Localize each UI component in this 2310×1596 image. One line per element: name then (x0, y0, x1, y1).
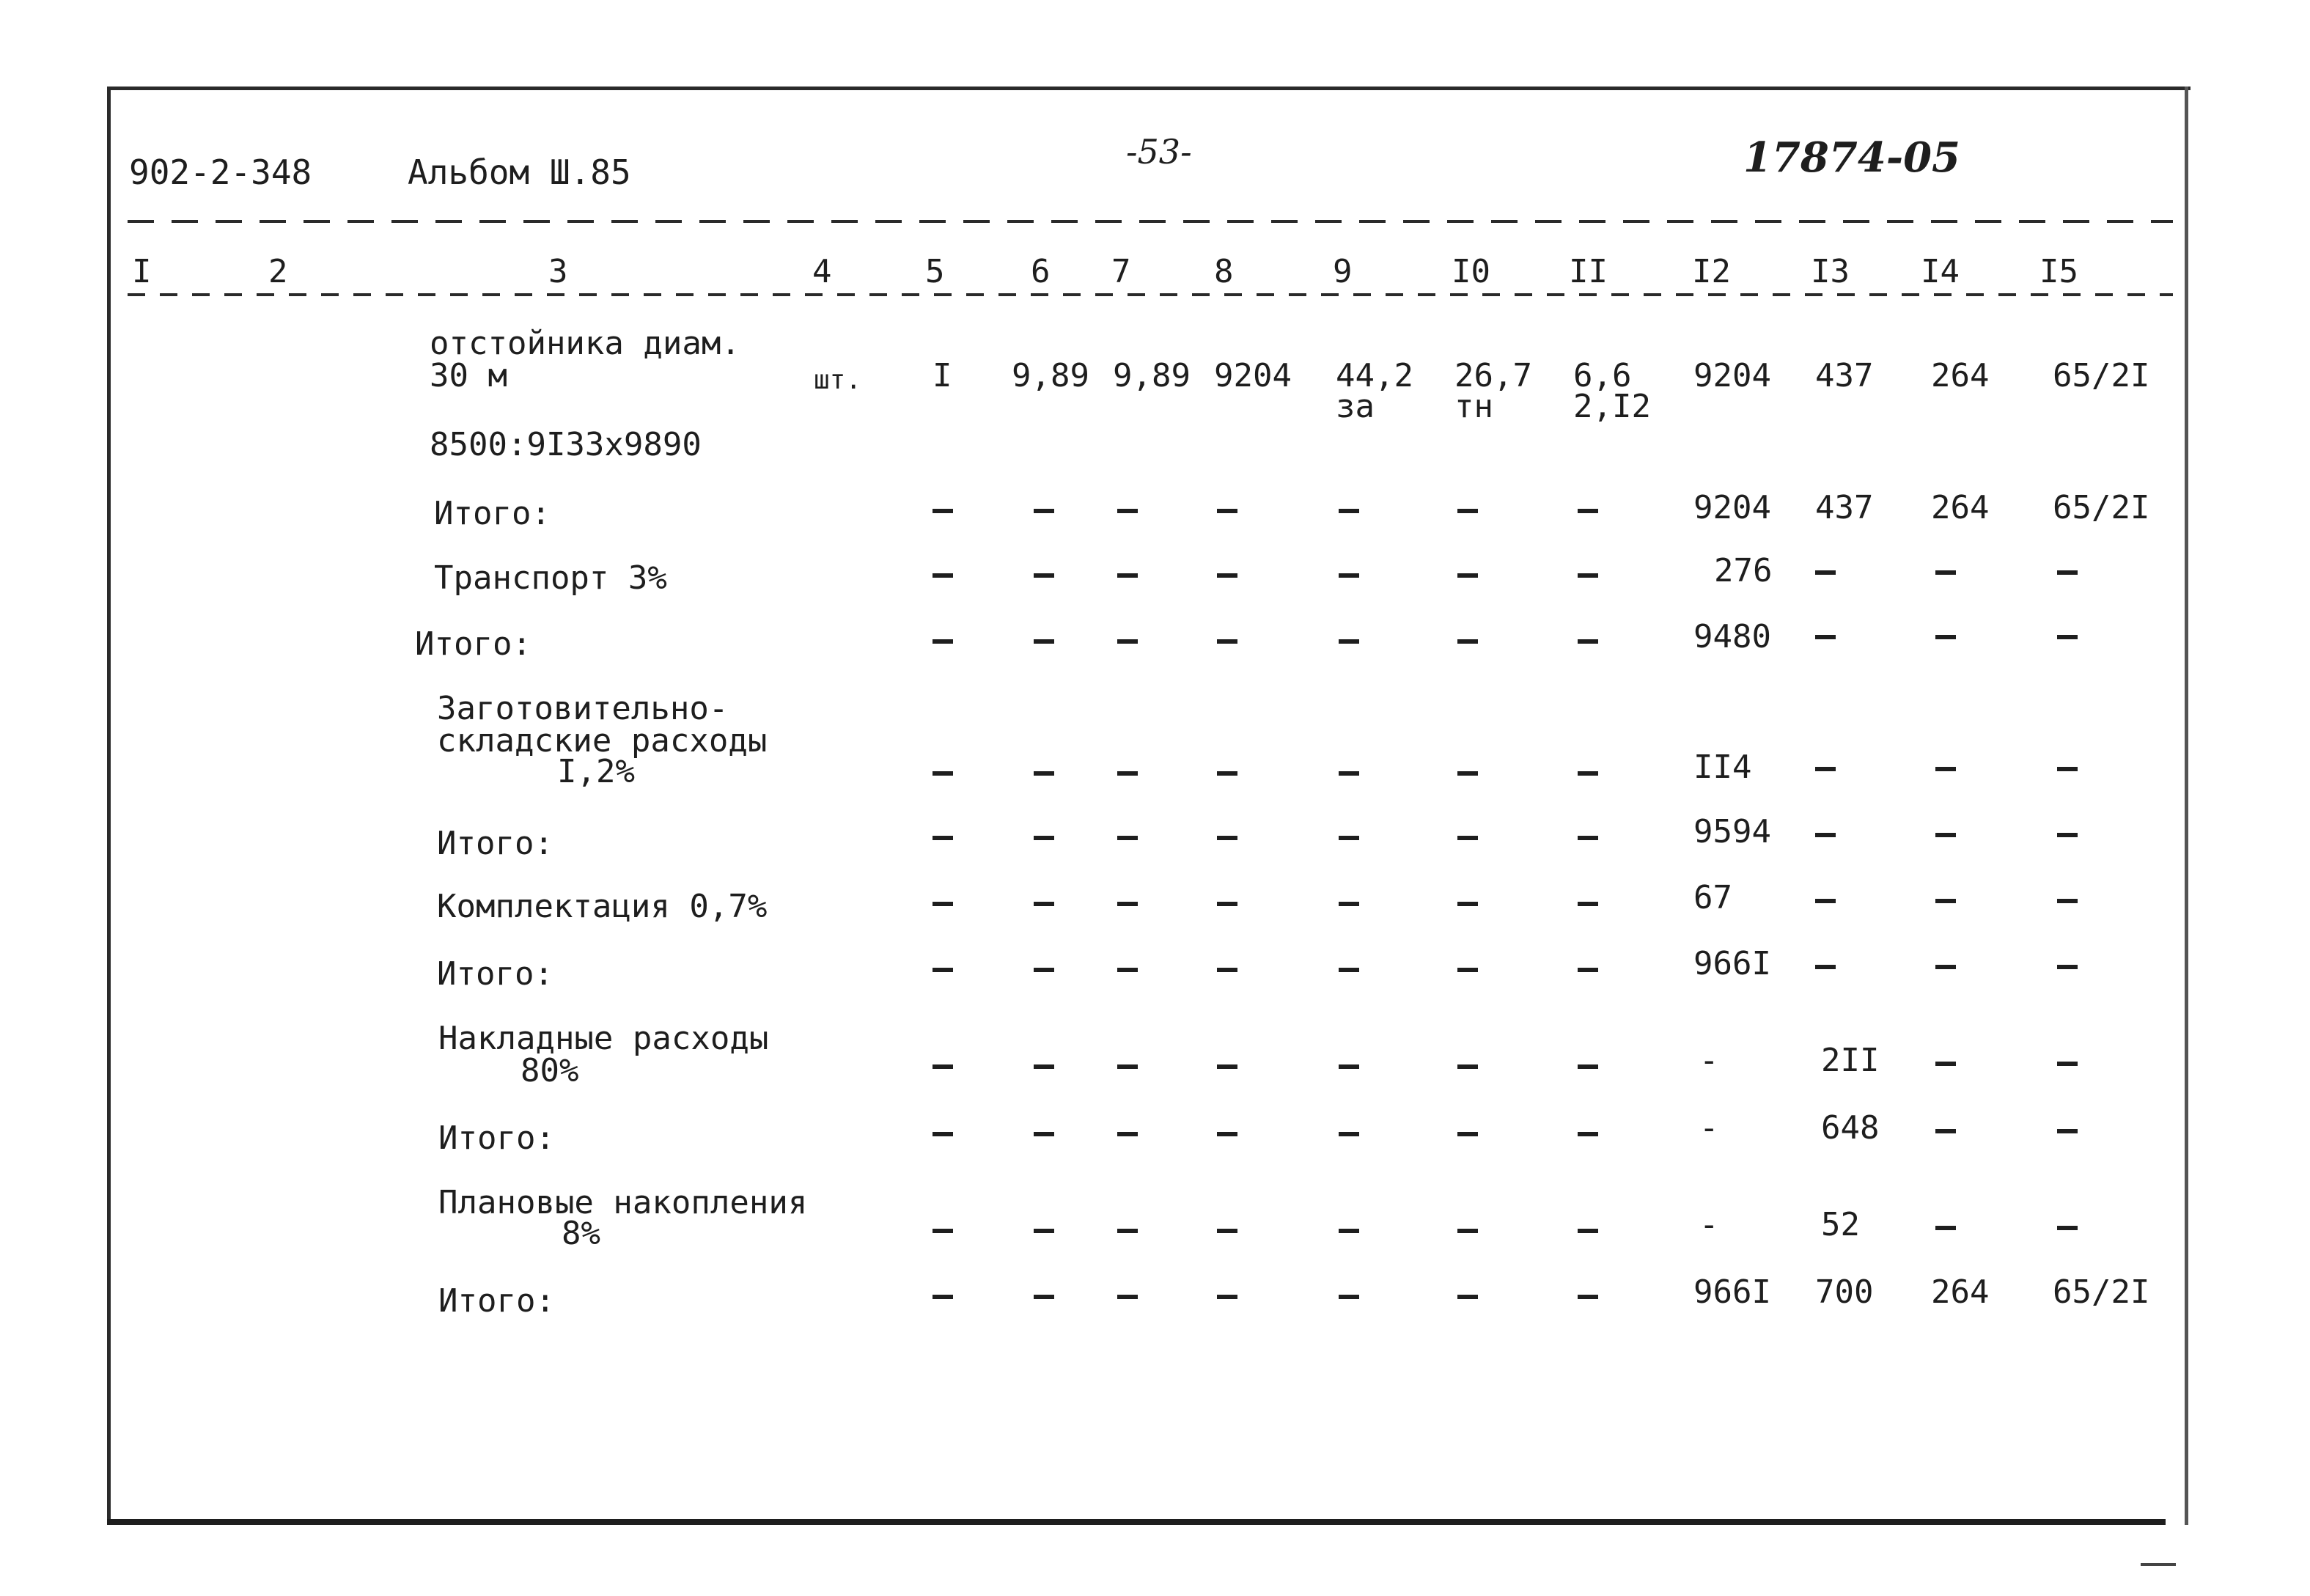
doc-code: 902-2-348 (129, 152, 312, 192)
row-description: 30 м (430, 357, 507, 394)
value-cell: тн (1454, 388, 1493, 425)
value-cell: 65/2I (2053, 1273, 2150, 1311)
empty-dash (1117, 1064, 1138, 1069)
value-cell: 648 (1821, 1109, 1880, 1147)
row-description: Итого: (415, 625, 531, 663)
empty-dash (1457, 1132, 1478, 1136)
column-number: I2 (1692, 253, 1731, 290)
empty-dash (1034, 1295, 1054, 1299)
empty-dash (1117, 771, 1138, 776)
row-description: Накладные расходы (438, 1020, 769, 1057)
row-description: Итого: (437, 825, 553, 862)
empty-dash (1339, 509, 1359, 513)
column-number: I4 (1921, 253, 1960, 290)
document-number: 17874-05 (1743, 133, 1960, 182)
empty-dash (1457, 573, 1478, 578)
empty-dash (933, 1295, 953, 1299)
empty-dash (1117, 902, 1138, 906)
empty-dash (1815, 899, 1836, 903)
column-number: I0 (1452, 253, 1490, 290)
value-cell: 700 (1815, 1273, 1874, 1311)
empty-dash (1578, 1295, 1598, 1299)
value-cell: 966I (1693, 945, 1771, 982)
empty-dash (1339, 639, 1359, 644)
empty-dash (1339, 968, 1359, 972)
row-description: I,2% (557, 753, 635, 790)
empty-dash (1117, 1132, 1138, 1136)
scan-mark (2141, 1563, 2176, 1566)
empty-dash (1578, 1132, 1598, 1136)
column-number: I3 (1811, 253, 1850, 290)
empty-dash (1935, 1062, 1956, 1066)
empty-dash (1457, 836, 1478, 840)
empty-dash (1935, 899, 1956, 903)
empty-dash (1217, 639, 1237, 644)
row-description: 8% (562, 1215, 600, 1252)
empty-dash (1815, 570, 1836, 575)
empty-dash (2057, 833, 2078, 837)
frame-top-border (108, 87, 2191, 90)
value-cell: за (1336, 388, 1375, 425)
value-cell: 44,2 (1336, 357, 1413, 394)
value-cell: 264 (1931, 1273, 1990, 1311)
album-label: Альбом Ш.85 (408, 152, 631, 192)
empty-dash (933, 771, 953, 776)
column-number: 2 (268, 253, 288, 290)
empty-dash (1935, 1129, 1956, 1133)
row-description: складские расходы (437, 722, 768, 760)
empty-dash (1217, 771, 1237, 776)
empty-dash (1034, 968, 1054, 972)
empty-dash (1457, 1295, 1478, 1299)
empty-dash (1034, 836, 1054, 840)
empty-dash (1935, 570, 1956, 575)
empty-dash (1117, 639, 1138, 644)
empty-dash (1815, 833, 1836, 837)
empty-dash (933, 1132, 953, 1136)
value-cell: 9480 (1693, 618, 1771, 655)
empty-dash (1339, 1132, 1359, 1136)
column-number: I (132, 253, 152, 290)
empty-dash (2057, 899, 2078, 903)
empty-dash (1339, 836, 1359, 840)
value-cell: 264 (1931, 357, 1990, 394)
empty-dash (1339, 1229, 1359, 1233)
empty-dash (1339, 902, 1359, 906)
value-cell: - (1699, 1042, 1719, 1079)
empty-dash (1217, 1295, 1237, 1299)
empty-dash (1578, 902, 1598, 906)
empty-dash (933, 836, 953, 840)
value-cell: 67 (1693, 879, 1732, 916)
empty-dash (1117, 1295, 1138, 1299)
row-description: Итого: (434, 495, 551, 532)
row-description: 8500:9I33x9890 (430, 426, 702, 463)
empty-dash (933, 1064, 953, 1069)
empty-dash (1217, 509, 1237, 513)
empty-dash (1935, 767, 1956, 771)
empty-dash (1578, 639, 1598, 644)
empty-dash (1217, 902, 1237, 906)
empty-dash (1815, 767, 1836, 771)
empty-dash (2057, 965, 2078, 969)
value-cell: 437 (1815, 489, 1874, 526)
value-cell: 276 (1714, 552, 1773, 589)
empty-dash (1815, 635, 1836, 639)
empty-dash (1935, 1226, 1956, 1230)
value-cell: 26,7 (1454, 357, 1532, 394)
empty-dash (1457, 771, 1478, 776)
empty-dash (2057, 1226, 2078, 1230)
empty-dash (933, 968, 953, 972)
frame-bottom-border (107, 1519, 2166, 1525)
frame-left-border (107, 87, 111, 1525)
empty-dash (1457, 509, 1478, 513)
value-cell: 65/2I (2053, 357, 2150, 394)
empty-dash (1339, 771, 1359, 776)
column-number: 3 (548, 253, 568, 290)
row-description: Плановые накопления (438, 1184, 808, 1221)
column-number: 5 (925, 253, 945, 290)
row-description: отстойника диам. (430, 325, 740, 362)
empty-dash (1339, 1064, 1359, 1069)
value-cell: 6,6 (1573, 357, 1632, 394)
empty-dash (1034, 1229, 1054, 1233)
empty-dash (1217, 968, 1237, 972)
column-number: 8 (1214, 253, 1234, 290)
value-cell: 9,89 (1012, 357, 1089, 394)
empty-dash (1935, 965, 1956, 969)
empty-dash (1339, 573, 1359, 578)
empty-dash (1117, 968, 1138, 972)
empty-dash (2057, 1129, 2078, 1133)
empty-dash (1217, 573, 1237, 578)
value-cell: - (1699, 1109, 1719, 1147)
row-description: Транспорт 3% (434, 559, 667, 597)
value-cell: 9204 (1693, 357, 1771, 394)
page-number: -53- (1126, 132, 1192, 172)
empty-dash (1217, 836, 1237, 840)
empty-dash (1578, 573, 1598, 578)
empty-dash (1457, 902, 1478, 906)
empty-dash (1034, 902, 1054, 906)
row-description: Итого: (438, 1119, 555, 1157)
empty-dash (1034, 1064, 1054, 1069)
value-cell: II4 (1693, 749, 1752, 786)
unit-cell: шт. (814, 365, 862, 395)
empty-dash (1034, 639, 1054, 644)
empty-dash (933, 573, 953, 578)
empty-dash (1457, 968, 1478, 972)
empty-dash (1117, 573, 1138, 578)
empty-dash (1117, 509, 1138, 513)
column-number: II (1569, 253, 1608, 290)
empty-dash (1217, 1229, 1237, 1233)
empty-dash (1935, 635, 1956, 639)
column-number-divider (128, 293, 2173, 296)
value-cell: 9594 (1693, 813, 1771, 850)
empty-dash (1034, 1132, 1054, 1136)
empty-dash (1217, 1064, 1237, 1069)
value-cell: 9204 (1693, 489, 1771, 526)
value-cell: 2II (1821, 1042, 1880, 1079)
row-description: 80% (521, 1052, 579, 1089)
frame-right-border (2185, 87, 2188, 1525)
empty-dash (933, 1229, 953, 1233)
empty-dash (1457, 1229, 1478, 1233)
empty-dash (2057, 767, 2078, 771)
value-cell: - (1699, 1206, 1719, 1243)
empty-dash (1117, 1229, 1138, 1233)
empty-dash (933, 902, 953, 906)
value-cell: 2,I2 (1573, 388, 1651, 425)
value-cell: 264 (1931, 489, 1990, 526)
column-number: 4 (812, 253, 832, 290)
row-description: Заготовительно- (437, 690, 729, 727)
empty-dash (1034, 573, 1054, 578)
row-description: Итого: (437, 955, 553, 993)
header-divider (128, 220, 2173, 223)
empty-dash (1578, 1064, 1598, 1069)
empty-dash (1578, 836, 1598, 840)
column-number: 9 (1333, 253, 1353, 290)
empty-dash (2057, 1062, 2078, 1066)
row-description: Комплектация 0,7% (437, 888, 768, 925)
empty-dash (1578, 509, 1598, 513)
column-number: 7 (1111, 253, 1131, 290)
empty-dash (1217, 1132, 1237, 1136)
empty-dash (1578, 968, 1598, 972)
empty-dash (1457, 1064, 1478, 1069)
quantity-cell: I (933, 357, 952, 394)
value-cell: 437 (1815, 357, 1874, 394)
empty-dash (1117, 836, 1138, 840)
empty-dash (1034, 771, 1054, 776)
empty-dash (1339, 1295, 1359, 1299)
empty-dash (1578, 771, 1598, 776)
row-description: Итого: (438, 1282, 555, 1320)
empty-dash (2057, 635, 2078, 639)
value-cell: 65/2I (2053, 489, 2150, 526)
empty-dash (933, 509, 953, 513)
value-cell: 52 (1821, 1206, 1860, 1243)
column-number: I5 (2039, 253, 2078, 290)
value-cell: 966I (1693, 1273, 1771, 1311)
empty-dash (1034, 509, 1054, 513)
value-cell: 9204 (1214, 357, 1292, 394)
empty-dash (2057, 570, 2078, 575)
empty-dash (1457, 639, 1478, 644)
value-cell: 9,89 (1113, 357, 1191, 394)
column-number: 6 (1031, 253, 1051, 290)
empty-dash (1935, 833, 1956, 837)
empty-dash (1578, 1229, 1598, 1233)
empty-dash (933, 639, 953, 644)
empty-dash (1815, 965, 1836, 969)
